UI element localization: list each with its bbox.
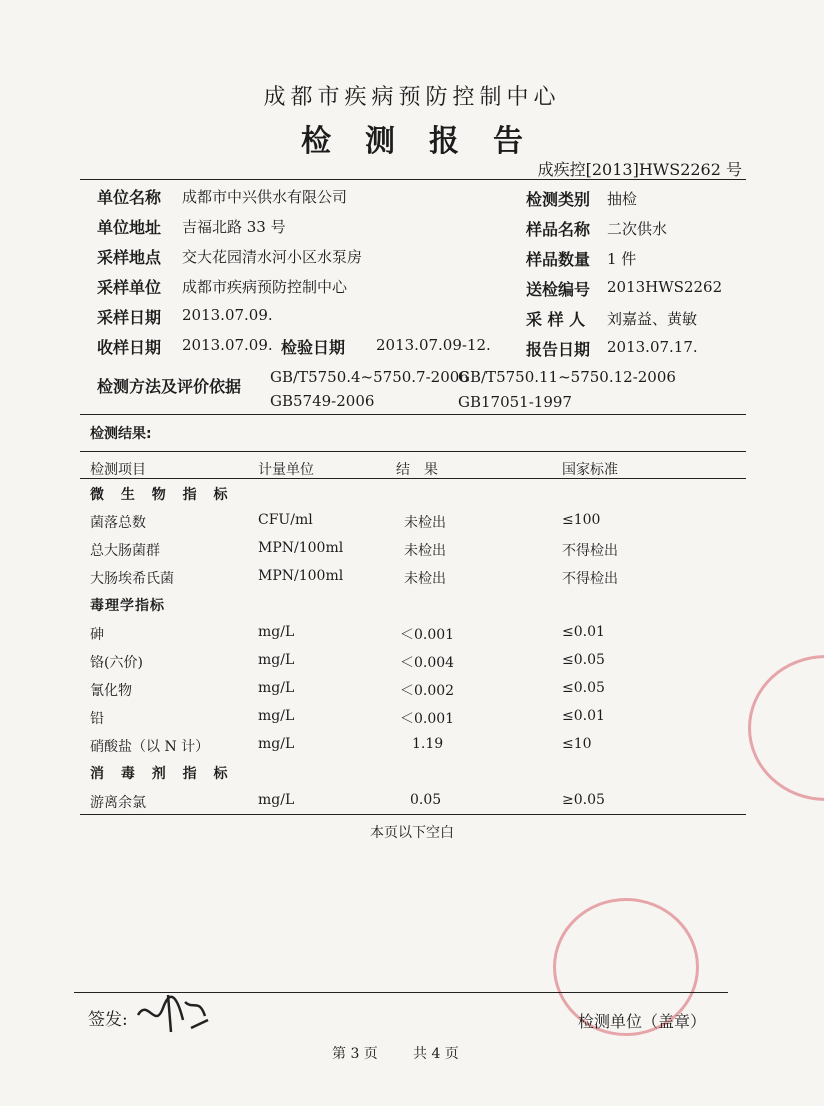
info-rule (80, 414, 746, 415)
header-unit: 计量单位 (258, 462, 314, 478)
table-row-result: 未检出 (404, 571, 446, 587)
report-title: 检测报告 (301, 124, 557, 159)
table-row-standard: ≤0.05 (562, 680, 605, 696)
seal-stamp-edge (748, 655, 824, 801)
table-row-item: 铅 (90, 711, 104, 727)
table-row-standard: ≤10 (562, 736, 592, 752)
test-type-label: 检测类别 (526, 190, 591, 209)
report-date-value: 2013.07.17. (607, 338, 698, 356)
test-date-label: 检验日期 (281, 338, 346, 357)
table-row-item: 砷 (90, 627, 104, 643)
receive-date-label: 收样日期 (97, 338, 162, 357)
header-result: 结 果 (396, 462, 438, 478)
page-number: 第 3 页 (332, 1046, 378, 1062)
table-row-unit: mg/L (258, 680, 295, 696)
table-row-unit: MPN/100ml (258, 540, 344, 556)
sampler-value: 刘嘉益、黄敏 (607, 310, 698, 328)
unit-address-label: 单位地址 (97, 218, 162, 237)
section-title: 毒理学指标 (90, 598, 165, 614)
table-row-unit: mg/L (258, 652, 295, 668)
table-row-result: ＜0.004 (400, 655, 455, 671)
table-row-standard: ≤0.01 (562, 624, 605, 640)
method-2: GB/T5750.11~5750.12-2006 (458, 368, 676, 386)
unit-name-value: 成都市中兴供水有限公司 (182, 188, 348, 206)
submit-no-value: 2013HWS2262 (607, 278, 723, 296)
sampling-site-label: 采样地点 (97, 248, 162, 267)
table-row-unit: mg/L (258, 624, 295, 640)
stamp-label: 检测单位（盖章） (578, 1012, 707, 1031)
table-row-item: 大肠埃希氏菌 (90, 571, 174, 587)
table-row-item: 硝酸盐（以 N 计） (90, 739, 210, 755)
submit-no-label: 送检编号 (526, 280, 591, 299)
unit-name-label: 单位名称 (97, 188, 162, 207)
table-row-item: 总大肠菌群 (90, 543, 160, 559)
receive-date-value: 2013.07.09. (182, 336, 273, 354)
sampling-site-value: 交大花园清水河小区水泵房 (182, 248, 363, 266)
table-row-item: 铬(六价) (90, 655, 143, 671)
sampling-unit-value: 成都市疾病预防控制中心 (182, 278, 348, 296)
section-title: 微 生 物 指 标 (90, 487, 234, 503)
table-row-standard: ≤0.05 (562, 652, 605, 668)
table-row-unit: MPN/100ml (258, 568, 344, 584)
sample-name-value: 二次供水 (607, 220, 668, 238)
organization-name: 成都市疾病预防控制中心 (263, 85, 561, 110)
section-title: 消 毒 剂 指 标 (90, 766, 234, 782)
table-row-item: 游离余氯 (90, 795, 146, 811)
sampler-label: 采 样 人 (526, 310, 586, 329)
table-row-standard: 不得检出 (562, 543, 618, 559)
table-row-result: 未检出 (404, 515, 446, 531)
sample-name-label: 样品名称 (526, 220, 591, 239)
header-standard: 国家标准 (562, 462, 618, 478)
method-label: 检测方法及评价依据 (97, 377, 242, 396)
table-row-result: ＜0.001 (400, 627, 455, 643)
table-header-rule (80, 478, 746, 479)
sampling-unit-label: 采样单位 (97, 278, 162, 297)
table-row-result: ＜0.001 (400, 711, 455, 727)
table-row-item: 氰化物 (90, 683, 132, 699)
method-4: GB17051-1997 (458, 393, 572, 411)
report-number: 成疾控[2013]HWS2262 号 (537, 160, 742, 179)
sample-qty-value: 1 件 (607, 250, 637, 268)
table-row-result: ＜0.002 (400, 683, 455, 699)
table-bottom-rule (80, 814, 746, 815)
signature-mark (133, 990, 213, 1040)
test-type-value: 抽检 (607, 190, 638, 208)
sampling-date-label: 采样日期 (97, 308, 162, 327)
table-row-item: 菌落总数 (90, 515, 146, 531)
table-top-rule (80, 451, 746, 452)
table-row-standard: ≥0.05 (562, 792, 605, 808)
table-row-unit: mg/L (258, 708, 295, 724)
table-row-result: 0.05 (410, 792, 442, 808)
unit-address-value: 吉福北路 33 号 (182, 218, 286, 236)
report-date-label: 报告日期 (526, 340, 591, 359)
table-row-unit: CFU/ml (258, 512, 313, 528)
table-row-standard: ≤0.01 (562, 708, 605, 724)
table-row-unit: mg/L (258, 736, 295, 752)
header-rule (80, 179, 746, 180)
method-3: GB5749-2006 (270, 392, 375, 410)
table-row-result: 未检出 (404, 543, 446, 559)
table-row-result: 1.19 (412, 736, 444, 752)
sign-label: 签发: (88, 1010, 128, 1030)
header-item: 检测项目 (90, 462, 146, 478)
table-row-unit: mg/L (258, 792, 295, 808)
sampling-date-value: 2013.07.09. (182, 306, 273, 324)
test-date-value: 2013.07.09-12. (376, 336, 491, 354)
sample-qty-label: 样品数量 (526, 250, 591, 269)
table-row-standard: ≤100 (562, 512, 601, 528)
page-total: 共 4 页 (413, 1046, 459, 1062)
blank-note: 本页以下空白 (370, 825, 454, 841)
method-1: GB/T5750.4~5750.7-2006 (270, 368, 469, 386)
table-row-standard: 不得检出 (562, 571, 618, 587)
results-label: 检测结果: (90, 426, 152, 442)
